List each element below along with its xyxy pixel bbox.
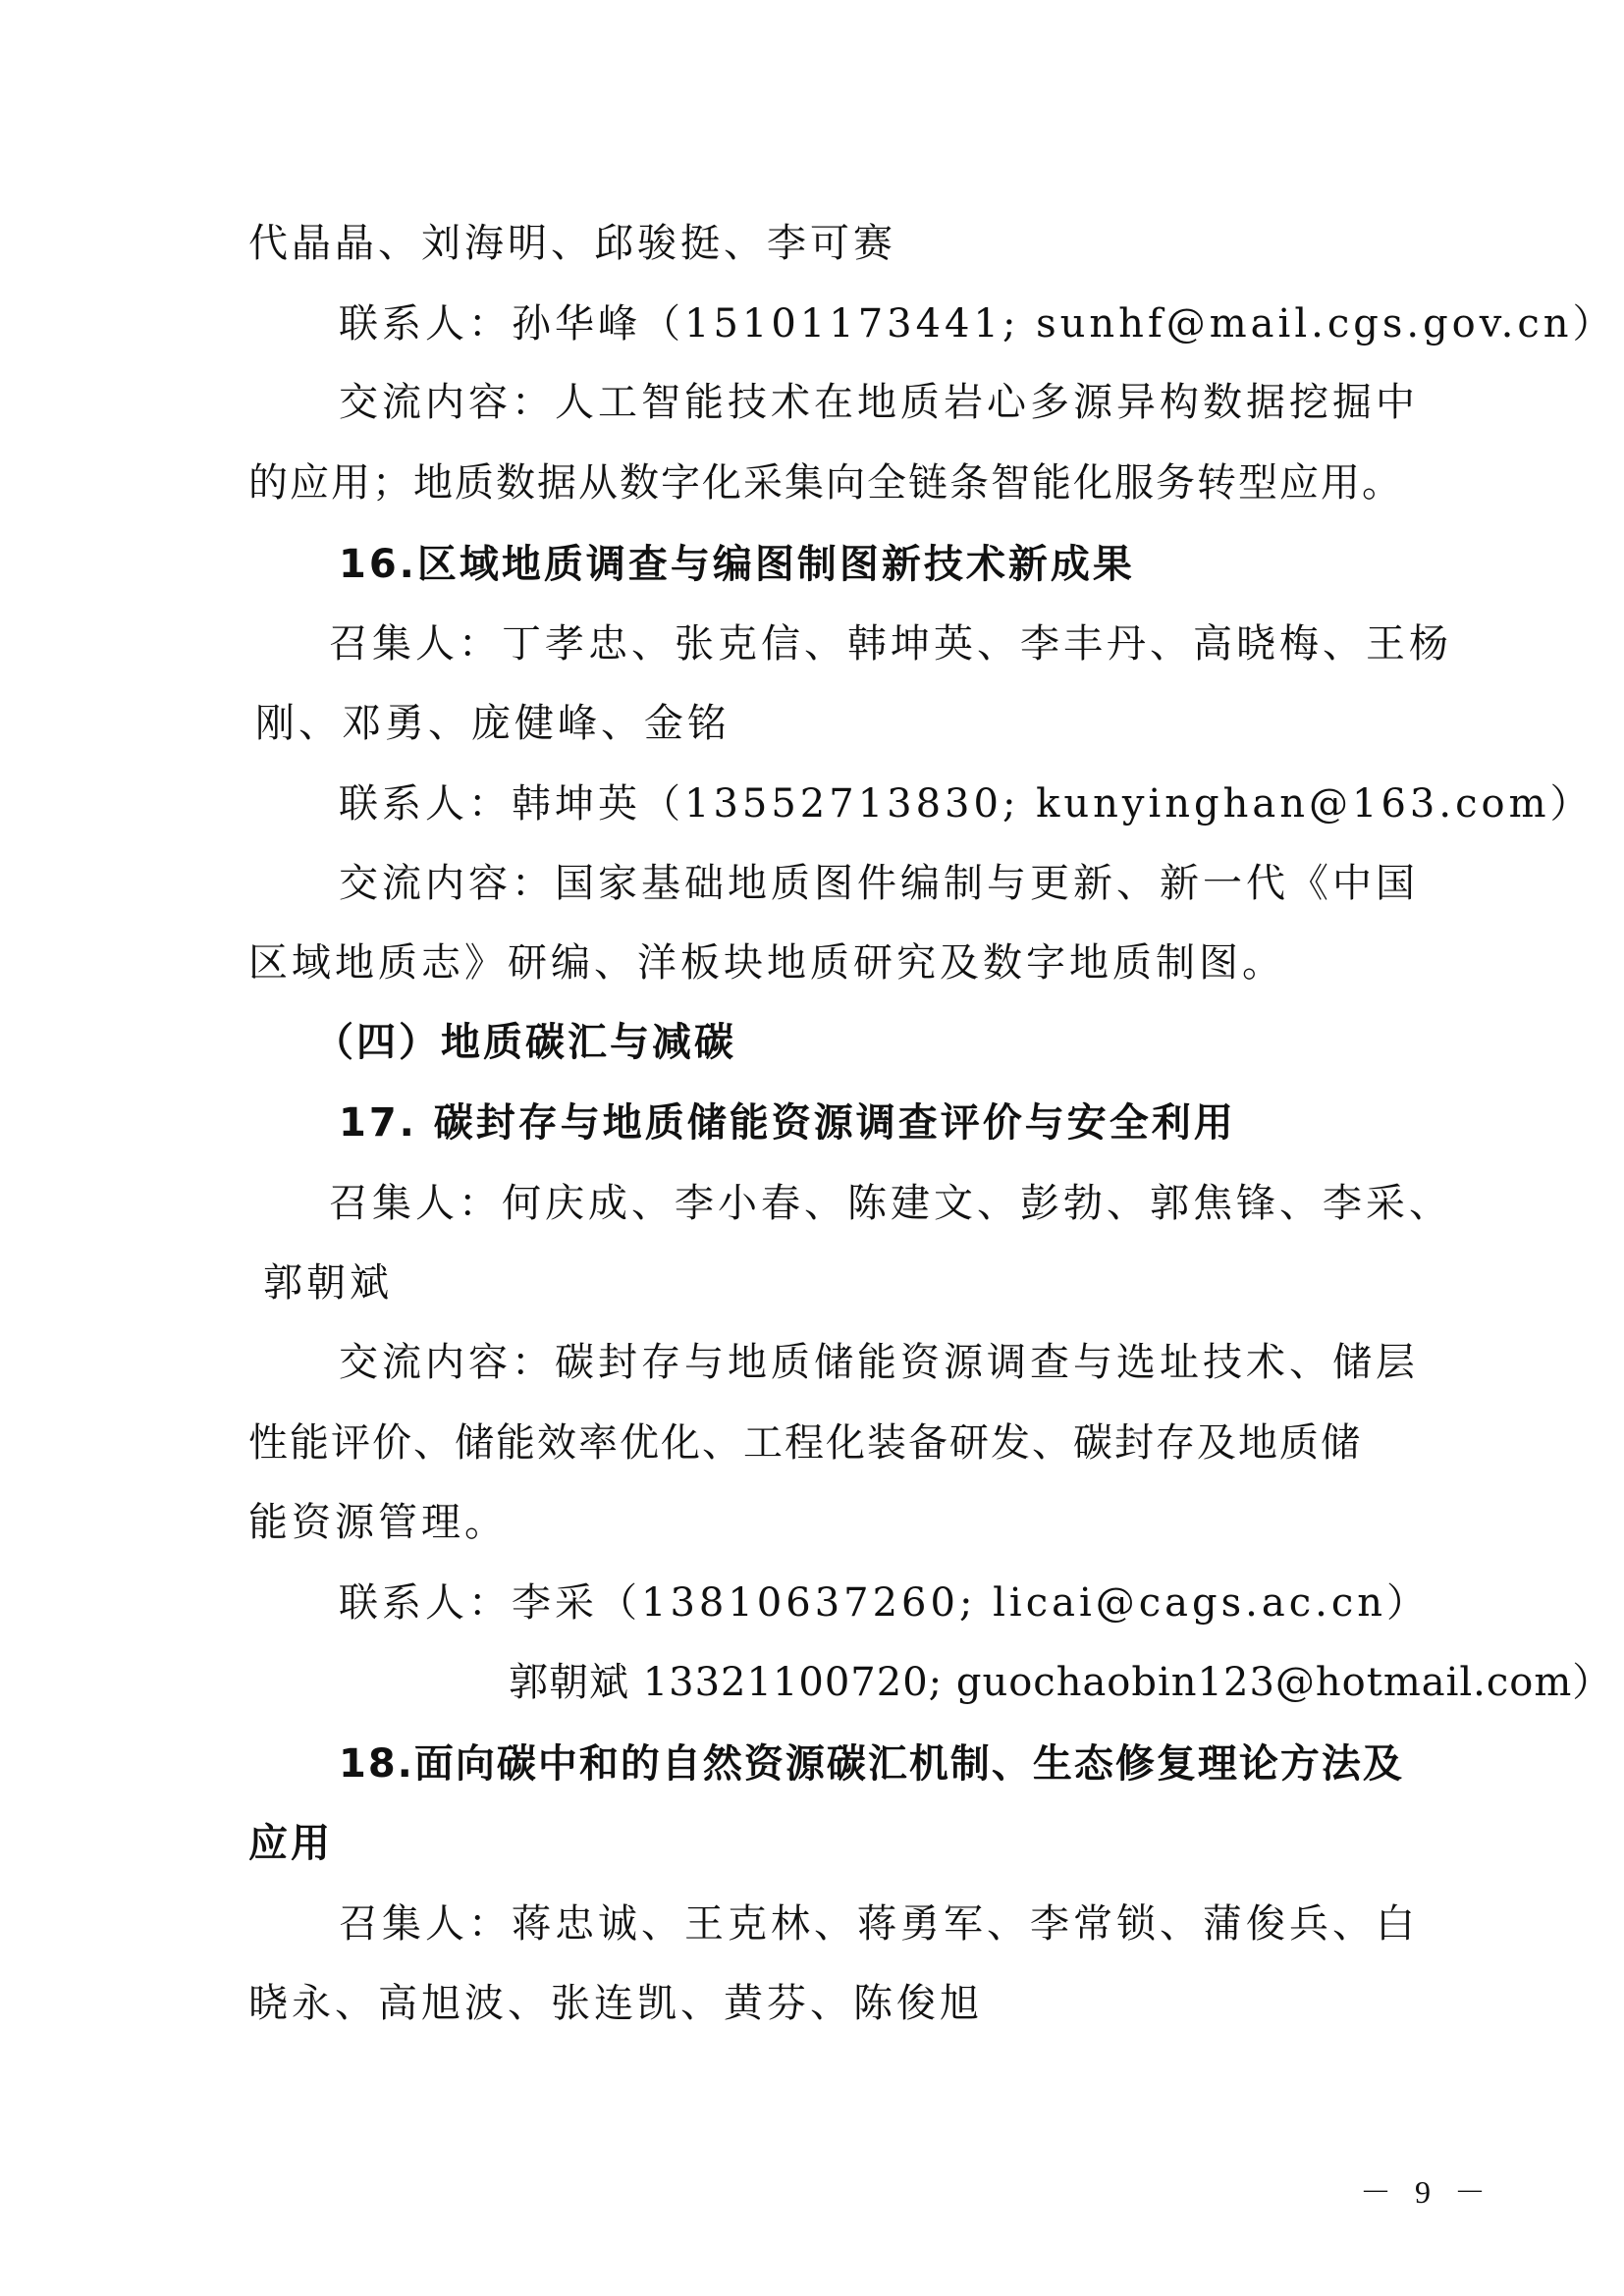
convener-line: 召集人：何庆成、李小春、陈建文、彭勃、郭焦锋、李采、 bbox=[329, 1181, 1452, 1226]
contact-line: 联系人：孙华峰（15101173441; sunhf@mail.cgs.gov.cn） bbox=[339, 301, 1616, 347]
section-heading: 应用 bbox=[248, 1821, 333, 1866]
convener-line: 召集人：丁孝忠、张克信、韩坤英、李丰丹、高晓梅、王杨 bbox=[329, 621, 1452, 667]
text-line: 性能评价、储能效率优化、工程化装备研发、碳封存及地质储 bbox=[248, 1420, 1362, 1466]
text-line: 区域地质志》研编、洋板块地质研究及数字地质制图。 bbox=[248, 940, 1285, 986]
contact-line: 郭朝斌 13321100720; guochaobin123@hotmail.com） bbox=[509, 1660, 1613, 1705]
text-line: 代晶晶、刘海明、邱骏挺、李可赛 bbox=[248, 221, 896, 266]
contact-line: 联系人：韩坤英（13552713830; kunyinghan@163.com） bbox=[339, 781, 1594, 827]
subsection-heading: （四）地质碳汇与减碳 bbox=[314, 1020, 736, 1065]
convener-line: 召集人：蒋忠诚、王克林、蒋勇军、李常锁、蒲俊兵、白 bbox=[339, 1901, 1419, 1947]
section-heading: 18.面向碳中和的自然资源碳汇机制、生态修复理论方法及 bbox=[339, 1741, 1404, 1787]
text-line: 能资源管理。 bbox=[248, 1500, 508, 1545]
text-line: 郭朝斌 bbox=[263, 1260, 393, 1306]
page-number: － 9 － bbox=[1360, 2174, 1494, 2210]
text-line: 刚、邓勇、庞健峰、金铭 bbox=[255, 701, 731, 746]
text-line: 晓永、高旭波、张连凯、黄芬、陈俊旭 bbox=[248, 1981, 983, 2026]
section-heading: 16.区域地质调查与编图制图新技术新成果 bbox=[339, 542, 1135, 587]
contact-line: 联系人：李采（13810637260; licai@cags.ac.cn） bbox=[339, 1580, 1430, 1626]
text-line: 交流内容：碳封存与地质储能资源调查与选址技术、储层 bbox=[339, 1340, 1419, 1385]
text-line: 的应用；地质数据从数字化采集向全链条智能化服务转型应用。 bbox=[248, 460, 1403, 506]
section-heading: 17. 碳封存与地质储能资源调查评价与安全利用 bbox=[339, 1100, 1236, 1146]
text-line: 交流内容：国家基础地质图件编制与更新、新一代《中国 bbox=[339, 861, 1419, 906]
text-line: 交流内容：人工智能技术在地质岩心多源异构数据挖掘中 bbox=[339, 380, 1419, 425]
